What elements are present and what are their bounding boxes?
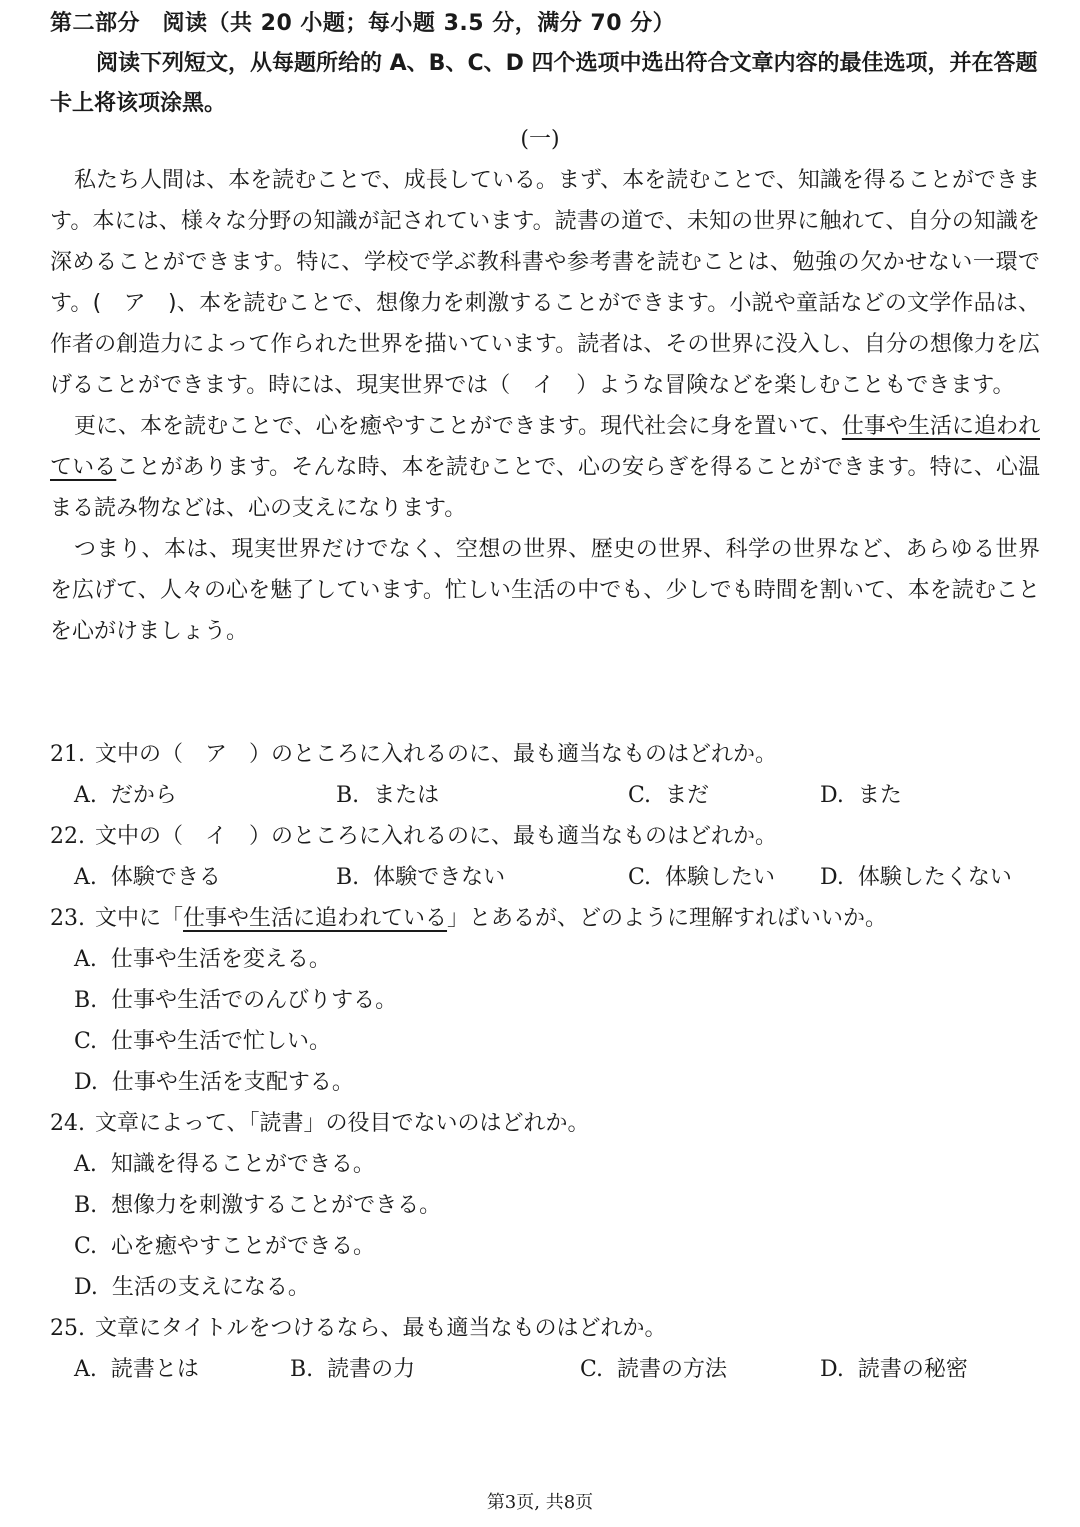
option-22-a[interactable] [74,857,221,898]
passage-number: (一) [520,127,560,152]
option-letter: D. [74,1070,98,1095]
option-letter: A. [74,1357,97,1382]
option-letter: A. [74,783,97,808]
option-text: 仕事や生活を変える。 [110,947,331,972]
option-letter: D. [820,783,844,808]
option-25-d[interactable] [820,1349,968,1390]
option-letter: C. [580,1357,604,1382]
question-underlined-phrase: 仕事や生活に追われている [183,906,448,931]
options-25 [50,1349,1040,1390]
option-text: 仕事や生活を支配する。 [111,1070,354,1095]
option-22-b[interactable] [336,857,505,898]
option-21-a[interactable] [74,775,177,816]
option-22-c[interactable] [628,857,775,898]
question-list [50,734,1040,1390]
passage-paragraph-2 [50,406,1040,529]
option-letter: C. [628,865,652,890]
option-text: 体験できる [110,865,221,890]
option-text: 生活の支えになる。 [111,1275,310,1300]
option-letter: B. [74,988,98,1013]
option-23-c[interactable] [50,1021,1040,1062]
option-text: 知識を得ることができる。 [110,1152,375,1177]
option-21-b[interactable] [336,775,439,816]
option-21-d[interactable] [820,775,902,816]
question-text-after: 」とあるが、どのように理解すればいいか。 [447,906,888,931]
option-24-d[interactable] [50,1267,1040,1308]
option-letter: D. [820,865,844,890]
question-text-before: 文中に「 [95,906,184,931]
option-24-b[interactable] [50,1185,1040,1226]
option-24-c[interactable] [50,1226,1040,1267]
option-letter: C. [74,1029,98,1054]
option-text: だから [110,783,177,808]
option-letter: C. [628,783,652,808]
paragraph-2-text-after: ことがあります。そんな時、本を読むことで、心の安らぎを得ることができます。特に、心温まる読み物などは、心の支えになります。 [50,455,1040,521]
options-22 [50,857,1040,898]
option-letter: A. [74,865,97,890]
option-text: 体験したい [665,865,776,890]
option-text: 心を癒やすことができる。 [111,1234,376,1259]
option-24-a[interactable] [50,1144,1040,1185]
option-text: 読書の秘密 [857,1357,968,1382]
option-letter: D. [820,1357,844,1382]
instructions: 阅读下列短文，从每题所给的 A、B、C、D 四个选项中选出符合文章内容的最佳选项，并在答题卡上将该项涂黑。 [50,51,1038,116]
option-text: また [857,783,902,808]
question-number: 24. [50,1111,85,1136]
option-letter: C. [74,1234,98,1259]
question-25 [50,1308,1040,1349]
option-23-b[interactable] [50,980,1040,1021]
option-22-d[interactable] [820,857,1012,898]
option-text: 読書の力 [327,1357,416,1382]
option-25-b[interactable] [290,1349,415,1390]
option-text: 読書の方法 [617,1357,728,1382]
option-text: 仕事や生活で忙しい。 [111,1029,332,1054]
option-text: 体験したくない [857,865,1012,890]
question-23 [50,898,1040,939]
option-letter: B. [74,1193,98,1218]
option-25-a[interactable] [74,1349,199,1390]
option-25-c[interactable] [580,1349,727,1390]
reading-passage [50,160,1040,652]
option-letter: D. [74,1275,98,1300]
option-21-c[interactable] [628,775,709,816]
option-text: 体験できない [373,865,506,890]
question-text: 文章によって、「読書」の役目でないのはどれか。 [95,1111,590,1136]
passage-paragraph-1: 私たち人間は、本を読むことで、成長している。まず、本を読むことで、知識を得ることができます。本には、様々な分野の知識が記されています。読書の道で、未知の世界に触れて、自分の知識を深めることができます。特に、学校で学ぶ教科書や参考書を読むことは、勉強の欠かせない一環です。( ア )、本を読むことで、想像力を刺激することができます。小説や童話などの文学作品は、作者の創造力によって作られた世界を描いています。読者は、その世界に没入し、自分の想像力を広げることができます。時には、現実世界では（ イ ）ような冒険などを楽しむこともできます。 [50,168,1040,398]
option-text: または [373,783,440,808]
question-number: 22. [50,824,85,849]
option-23-d[interactable] [50,1062,1040,1103]
question-text: 文中の（ ア ）のところに入れるのに、最も適当なものはどれか。 [95,742,778,767]
option-text: 仕事や生活でのんびりする。 [111,988,398,1013]
question-22 [50,816,1040,857]
option-letter: B. [336,865,360,890]
option-letter: A. [74,947,97,972]
option-letter: B. [336,783,360,808]
question-text: 文中の（ イ ）のところに入れるのに、最も適当なものはどれか。 [95,824,778,849]
paragraph-2-text-before: 更に、本を読むことで、心を癒やすことができます。現代社会に身を置いて、 [74,414,842,439]
passage-paragraph-3: つまり、本は、現実世界だけでなく、空想の世界、歴史の世界、科学の世界など、あらゆる世界を広げて、人々の心を魅了しています。忙しい生活の中でも、少しでも時間を割いて、本を読むことを心がけましょう。 [50,537,1040,644]
option-text: 読書とは [110,1357,199,1382]
section-title: 第二部分 阅读（共 20 小题；每小题 3.5 分，满分 70 分） [50,11,676,36]
option-letter: A. [74,1152,97,1177]
question-21 [50,734,1040,775]
option-23-a[interactable] [50,939,1040,980]
options-21 [50,775,1040,816]
question-number: 23. [50,906,85,931]
option-text: 想像力を刺激することができる。 [111,1193,442,1218]
question-number: 21. [50,742,85,767]
option-letter: B. [290,1357,314,1382]
question-text: 文章にタイトルをつけるなら、最も適当なものはどれか。 [95,1316,667,1341]
question-number: 25. [50,1316,85,1341]
option-text: まだ [665,783,710,808]
page-footer: 第3页, 共8页 [486,1492,594,1513]
underlined-phrase: 仕事や生活に追われている [50,414,1040,480]
question-24 [50,1103,1040,1144]
